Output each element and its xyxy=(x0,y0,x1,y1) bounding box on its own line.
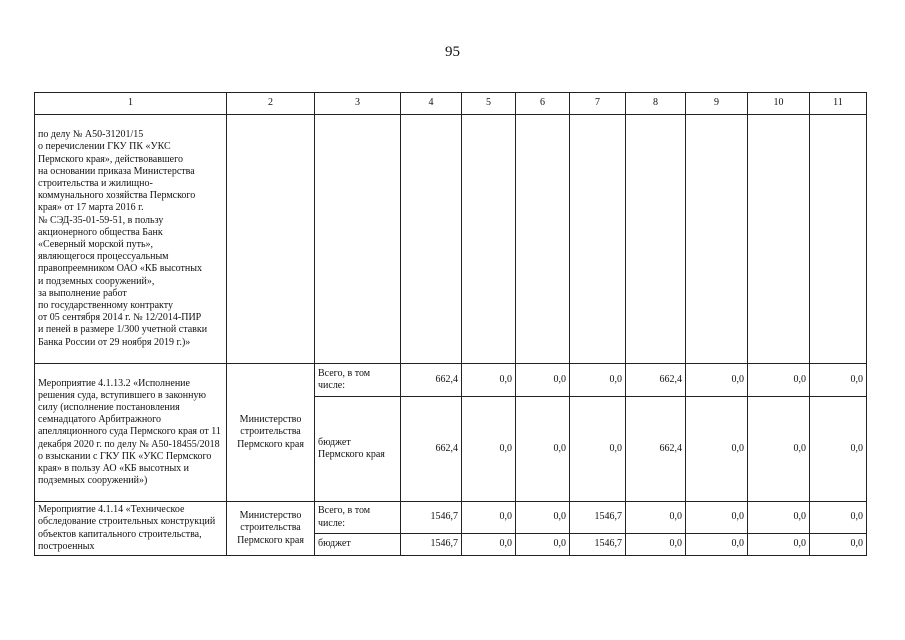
activity-description: Мероприятие 4.1.13.2 «Исполнение решения суда, вступившего в законную силу (исполнение постановления семнадцатого Арбитражного апелляционного суда Пермского края от 11 декабря 2020 г. по делу № А50-18455/2018 о взыскании с ГКУ ПК «УКС Пермского края» в пользу АО «КБ высотных и подземных сооружений») xyxy=(35,364,227,502)
value-cell: 0,0 xyxy=(748,534,810,556)
empty-cell xyxy=(686,115,748,364)
header-cell: 7 xyxy=(570,93,626,115)
value-cell: 0,0 xyxy=(810,502,867,534)
activity-description: Мероприятие 4.1.14 «Техническое обследование строительных конструкций объектов капитального строительства, построенных xyxy=(35,502,227,556)
funding-source: Всего, в том числе: xyxy=(315,364,401,397)
value-cell: 0,0 xyxy=(462,502,516,534)
value-cell: 662,4 xyxy=(626,364,686,397)
value-cell: 0,0 xyxy=(570,364,626,397)
value-cell: 1546,7 xyxy=(570,502,626,534)
value-cell: 1546,7 xyxy=(401,534,462,556)
value-cell: 1546,7 xyxy=(570,534,626,556)
value-cell: 0,0 xyxy=(810,364,867,397)
value-cell: 0,0 xyxy=(516,502,570,534)
value-cell: 0,0 xyxy=(748,364,810,397)
empty-cell xyxy=(626,115,686,364)
header-cell: 6 xyxy=(516,93,570,115)
value-cell: 0,0 xyxy=(462,364,516,397)
activity-executor: Министерство строительства Пермского края xyxy=(227,364,315,502)
header-cell: 3 xyxy=(315,93,401,115)
value-cell: 0,0 xyxy=(570,397,626,502)
value-cell: 0,0 xyxy=(626,534,686,556)
funding-source: бюджет Пермского края xyxy=(315,397,401,502)
table-row xyxy=(35,364,867,397)
continuation-description: по делу № А50-31201/15 о перечислении ГКУ ПК «УКС Пермского края», действовавшего на основании приказа Министерства строительства и жилищно- коммунального хозяйства Пермского края» от 17 марта 2016 г. № СЭД-35-01-59-51, в пользу акционерного общества Банк «Северный морской путь», являющегося процессуальным правопреемником ОАО «КБ высотных и подземных сооружений», за выполнение работ по государственному контракту от 05 сентября 2014 г. № 12/2014-ПИР и пеней в размере 1/300 учетной ставки Банка России от 29 ноября 2019 г.)» xyxy=(35,115,227,364)
value-cell: 662,4 xyxy=(401,397,462,502)
empty-cell xyxy=(516,115,570,364)
value-cell: 0,0 xyxy=(516,397,570,502)
value-cell: 0,0 xyxy=(686,397,748,502)
value-cell: 0,0 xyxy=(686,502,748,534)
page-number: 95 xyxy=(445,44,460,60)
budget-table xyxy=(34,92,867,556)
empty-cell xyxy=(462,115,516,364)
header-cell: 2 xyxy=(227,93,315,115)
header-cell: 10 xyxy=(748,93,810,115)
value-cell: 0,0 xyxy=(462,397,516,502)
empty-cell xyxy=(227,115,315,364)
funding-source: бюджет xyxy=(315,534,401,556)
header-cell: 4 xyxy=(401,93,462,115)
value-cell: 0,0 xyxy=(626,502,686,534)
value-cell: 0,0 xyxy=(810,397,867,502)
value-cell: 0,0 xyxy=(810,534,867,556)
header-row xyxy=(35,93,867,115)
value-cell: 0,0 xyxy=(686,534,748,556)
value-cell: 662,4 xyxy=(401,364,462,397)
value-cell: 0,0 xyxy=(748,397,810,502)
value-cell: 0,0 xyxy=(748,502,810,534)
value-cell: 662,4 xyxy=(626,397,686,502)
activity-executor: Министерство строительства Пермского края xyxy=(227,502,315,556)
header-cell: 1 xyxy=(35,93,227,115)
value-cell: 0,0 xyxy=(462,534,516,556)
header-cell: 11 xyxy=(810,93,867,115)
funding-source: Всего, в том числе: xyxy=(315,502,401,534)
value-cell: 1546,7 xyxy=(401,502,462,534)
header-cell: 5 xyxy=(462,93,516,115)
empty-cell xyxy=(570,115,626,364)
table-row xyxy=(35,502,867,534)
empty-cell xyxy=(810,115,867,364)
empty-cell xyxy=(401,115,462,364)
value-cell: 0,0 xyxy=(516,364,570,397)
empty-cell xyxy=(748,115,810,364)
value-cell: 0,0 xyxy=(686,364,748,397)
continuation-row xyxy=(35,115,867,364)
empty-cell xyxy=(315,115,401,364)
value-cell: 0,0 xyxy=(516,534,570,556)
header-cell: 9 xyxy=(686,93,748,115)
header-cell: 8 xyxy=(626,93,686,115)
